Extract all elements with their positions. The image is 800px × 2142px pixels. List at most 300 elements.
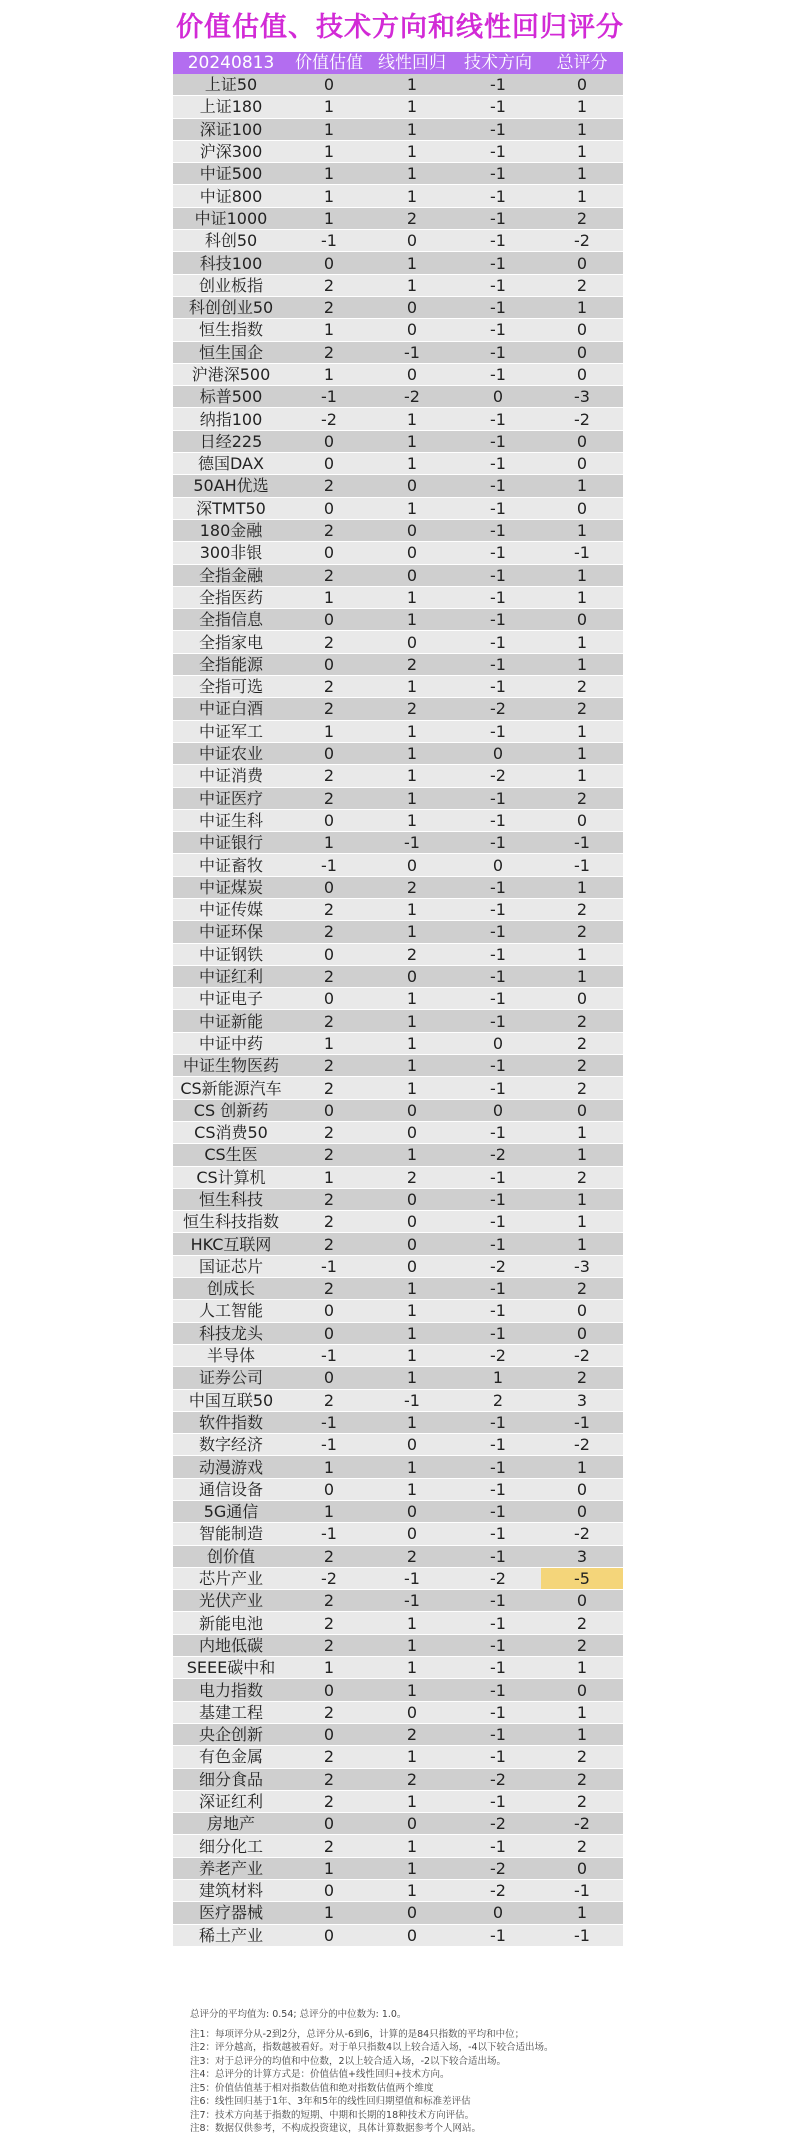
cell-total-score: 1 [541,185,623,207]
note-line: 注3：对于总评分的均值和中位数，2以上较合适入场，-2以下较合适出场。 [190,2055,507,2067]
cell-index-name: 深TMT50 [173,497,289,519]
cell-linear-regression: 2 [369,1768,455,1790]
cell-linear-regression: 1 [369,765,455,787]
note-line: 注1：每项评分从-2到2分，总评分从-6到6，计算的是84只指数的平均和中位； [190,2028,525,2040]
cell-technical-direction: 1 [455,1367,541,1389]
table-row [173,1144,623,1166]
cell-total-score: 0 [541,252,623,274]
table-row [173,453,623,475]
cell-index-name: 50AH优选 [173,475,289,497]
table-row [173,230,623,252]
cell-index-name: 医疗器械 [173,1902,289,1924]
cell-index-name: 中证环保 [173,921,289,943]
cell-index-name: 沪港深500 [173,363,289,385]
cell-linear-regression: 0 [369,296,455,318]
cell-value-valuation: 2 [289,1790,369,1812]
cell-total-score: 2 [541,1790,623,1812]
cell-index-name: 中证银行 [173,832,289,854]
cell-technical-direction: -1 [455,988,541,1010]
cell-linear-regression: 0 [369,1255,455,1277]
cell-total-score: 0 [541,809,623,831]
cell-technical-direction: -2 [455,765,541,787]
cell-linear-regression: 0 [369,1099,455,1121]
cell-total-score: 1 [541,876,623,898]
cell-technical-direction: -1 [455,163,541,185]
cell-technical-direction: -1 [455,1188,541,1210]
cell-linear-regression: 0 [369,1188,455,1210]
cell-total-score: 0 [541,453,623,475]
cell-value-valuation: 2 [289,519,369,541]
cell-technical-direction: -1 [455,1010,541,1032]
cell-linear-regression: -2 [369,386,455,408]
cell-linear-regression: -1 [369,1389,455,1411]
cell-technical-direction: -1 [455,1790,541,1812]
cell-index-name: 日经225 [173,430,289,452]
cell-linear-regression: 0 [369,1924,455,1946]
cell-total-score: 2 [541,1634,623,1656]
cell-index-name: 180金融 [173,519,289,541]
cell-technical-direction: -1 [455,363,541,385]
header-total-score: 总评分 [541,52,623,74]
cell-total-score: 2 [541,1612,623,1634]
cell-technical-direction: -1 [455,230,541,252]
table-row [173,631,623,653]
cell-technical-direction: -2 [455,1813,541,1835]
cell-technical-direction: -1 [455,408,541,430]
table-row [173,1880,623,1902]
cell-linear-regression: 1 [369,118,455,140]
cell-linear-regression: 0 [369,965,455,987]
cell-index-name: 内地低碳 [173,1634,289,1656]
header-date: 20240813 [173,52,289,74]
cell-linear-regression: 0 [369,854,455,876]
cell-index-name: 全指家电 [173,631,289,653]
cell-linear-regression: 0 [369,1121,455,1143]
cell-index-name: 科技100 [173,252,289,274]
cell-index-name: 德国DAX [173,453,289,475]
score-table-container [173,52,623,1947]
table-row [173,1099,623,1121]
table-row [173,1679,623,1701]
cell-value-valuation: 2 [289,1278,369,1300]
cell-total-score: 1 [541,1456,623,1478]
table-header [173,52,623,74]
cell-linear-regression: -1 [369,1567,455,1589]
cell-technical-direction: -1 [455,1300,541,1322]
cell-total-score: 2 [541,207,623,229]
cell-linear-regression: 0 [369,1501,455,1523]
table-row [173,408,623,430]
cell-linear-regression: 1 [369,163,455,185]
cell-value-valuation: 2 [289,274,369,296]
cell-total-score: 2 [541,1055,623,1077]
table-row [173,854,623,876]
cell-linear-regression: 0 [369,631,455,653]
cell-index-name: 创成长 [173,1278,289,1300]
cell-index-name: 人工智能 [173,1300,289,1322]
cell-total-score: -2 [541,408,623,430]
cell-technical-direction: -1 [455,1924,541,1946]
cell-total-score: 0 [541,988,623,1010]
cell-total-score: 0 [541,341,623,363]
cell-linear-regression: 1 [369,1278,455,1300]
cell-technical-direction: 0 [455,742,541,764]
cell-total-score: 1 [541,1657,623,1679]
cell-value-valuation: 0 [289,1367,369,1389]
cell-technical-direction: -2 [455,1144,541,1166]
cell-technical-direction: -1 [455,676,541,698]
table-row [173,1278,623,1300]
footnotes [190,2008,780,2136]
cell-total-score: 0 [541,1478,623,1500]
cell-index-name: 全指金融 [173,564,289,586]
cell-index-name: 细分食品 [173,1768,289,1790]
header-value-valuation: 价值估值 [289,52,369,74]
table-row [173,564,623,586]
table-row [173,609,623,631]
cell-linear-regression: 1 [369,609,455,631]
cell-linear-regression: 0 [369,1902,455,1924]
cell-value-valuation: 1 [289,207,369,229]
cell-index-name: 中证生科 [173,809,289,831]
cell-total-score: 2 [541,1032,623,1054]
cell-linear-regression: 1 [369,1055,455,1077]
cell-linear-regression: 2 [369,1166,455,1188]
cell-linear-regression: 1 [369,1344,455,1366]
cell-technical-direction: -1 [455,185,541,207]
cell-linear-regression: 1 [369,1032,455,1054]
note-line: 注8：数据仅供参考，不构成投资建议，具体计算数据参考个人网站。 [190,2123,482,2134]
cell-linear-regression: 1 [369,1634,455,1656]
cell-total-score: 2 [541,1367,623,1389]
cell-index-name: 深证红利 [173,1790,289,1812]
cell-index-name: 智能制造 [173,1523,289,1545]
cell-value-valuation: 0 [289,943,369,965]
cell-value-valuation: 0 [289,252,369,274]
cell-value-valuation: 1 [289,319,369,341]
cell-value-valuation: 0 [289,1322,369,1344]
table-row [173,1300,623,1322]
cell-total-score: 1 [541,519,623,541]
cell-linear-regression: 0 [369,1523,455,1545]
cell-technical-direction: -1 [455,453,541,475]
cell-value-valuation: 1 [289,140,369,162]
cell-technical-direction: 0 [455,386,541,408]
cell-total-score: -1 [541,1880,623,1902]
cell-total-score: -2 [541,1813,623,1835]
cell-total-score: 0 [541,609,623,631]
cell-linear-regression: 1 [369,1367,455,1389]
cell-value-valuation: 2 [289,1701,369,1723]
cell-value-valuation: 2 [289,921,369,943]
cell-technical-direction: -1 [455,653,541,675]
cell-total-score: 2 [541,274,623,296]
table-row [173,1768,623,1790]
cell-index-name: CS消费50 [173,1121,289,1143]
table-row [173,921,623,943]
table-row [173,965,623,987]
cell-technical-direction: -1 [455,542,541,564]
cell-value-valuation: -2 [289,408,369,430]
cell-total-score: 2 [541,676,623,698]
cell-total-score: 1 [541,296,623,318]
table-row [173,430,623,452]
cell-linear-regression: 2 [369,943,455,965]
cell-value-valuation: 1 [289,586,369,608]
table-row [173,96,623,118]
table-row [173,274,623,296]
cell-value-valuation: 0 [289,497,369,519]
note-line: 注4：总评分的计算方式是：价值估值+线性回归+技术方向。 [190,2069,450,2080]
cell-index-name: 中证农业 [173,742,289,764]
cell-value-valuation: 2 [289,1545,369,1567]
cell-index-name: 标普500 [173,386,289,408]
cell-total-score: 1 [541,1233,623,1255]
cell-index-name: 中证500 [173,163,289,185]
cell-total-score: 1 [541,1144,623,1166]
table-row [173,1411,623,1433]
cell-index-name: 基建工程 [173,1701,289,1723]
cell-value-valuation: -1 [289,1344,369,1366]
cell-value-valuation: 2 [289,1211,369,1233]
cell-total-score: 0 [541,1099,623,1121]
cell-index-name: CS计算机 [173,1166,289,1188]
cell-technical-direction: -1 [455,319,541,341]
cell-index-name: 中证白酒 [173,698,289,720]
table-row [173,1501,623,1523]
cell-technical-direction: -1 [455,1322,541,1344]
table-row [173,1701,623,1723]
cell-index-name: 中证消费 [173,765,289,787]
cell-linear-regression: 1 [369,898,455,920]
cell-linear-regression: 1 [369,676,455,698]
cell-linear-regression: 1 [369,988,455,1010]
cell-total-score: -2 [541,1434,623,1456]
cell-index-name: 通信设备 [173,1478,289,1500]
table-row [173,386,623,408]
cell-index-name: 光伏产业 [173,1590,289,1612]
cell-value-valuation: 2 [289,1746,369,1768]
cell-index-name: HKC互联网 [173,1233,289,1255]
cell-technical-direction: -1 [455,1590,541,1612]
cell-index-name: 有色金属 [173,1746,289,1768]
cell-technical-direction: -1 [455,898,541,920]
cell-total-score: -1 [541,832,623,854]
cell-total-score: 1 [541,586,623,608]
cell-technical-direction: -2 [455,1857,541,1879]
cell-technical-direction: 0 [455,1099,541,1121]
cell-index-name: CS生医 [173,1144,289,1166]
cell-linear-regression: 1 [369,1411,455,1433]
note-line: 注7：技术方向基于指数的短期、中期和长期的18种技术方向评估。 [190,2109,475,2121]
cell-index-name: 上证50 [173,74,289,96]
cell-value-valuation: 2 [289,1055,369,1077]
table-row [173,1835,623,1857]
cell-index-name: 恒生国企 [173,341,289,363]
cell-value-valuation: 2 [289,631,369,653]
header-technical-direction: 技术方向 [455,52,541,74]
cell-technical-direction: -2 [455,1255,541,1277]
cell-technical-direction: -2 [455,1880,541,1902]
cell-technical-direction: -1 [455,118,541,140]
table-row [173,988,623,1010]
cell-value-valuation: -1 [289,1523,369,1545]
cell-technical-direction: -1 [455,1657,541,1679]
cell-value-valuation: 1 [289,363,369,385]
cell-technical-direction: -1 [455,497,541,519]
cell-index-name: 全指信息 [173,609,289,631]
table-row [173,742,623,764]
cell-index-name: 新能电池 [173,1612,289,1634]
cell-technical-direction: -1 [455,74,541,96]
cell-technical-direction: -1 [455,1077,541,1099]
table-row [173,74,623,96]
cell-value-valuation: 0 [289,988,369,1010]
cell-total-score: -3 [541,1255,623,1277]
cell-linear-regression: 0 [369,542,455,564]
cell-linear-regression: 1 [369,1679,455,1701]
cell-linear-regression: 0 [369,319,455,341]
cell-total-score: 1 [541,163,623,185]
cell-index-name: 建筑材料 [173,1880,289,1902]
cell-total-score: -1 [541,854,623,876]
cell-total-score: -2 [541,230,623,252]
cell-linear-regression: 1 [369,1835,455,1857]
cell-index-name: 中证军工 [173,720,289,742]
notes-lines [190,2028,780,2136]
cell-total-score: 2 [541,921,623,943]
cell-total-score: 0 [541,1501,623,1523]
cell-total-score: 1 [541,943,623,965]
cell-index-name: 芯片产业 [173,1567,289,1589]
cell-value-valuation: 1 [289,1456,369,1478]
cell-value-valuation: 0 [289,876,369,898]
cell-linear-regression: 2 [369,1545,455,1567]
cell-index-name: 中证中药 [173,1032,289,1054]
cell-total-score: 1 [541,140,623,162]
cell-linear-regression: 0 [369,1434,455,1456]
table-row [173,832,623,854]
cell-value-valuation: -1 [289,386,369,408]
table-row [173,1077,623,1099]
cell-index-name: 纳指100 [173,408,289,430]
table-row [173,140,623,162]
cell-total-score: 1 [541,1121,623,1143]
table-row [173,341,623,363]
table-row [173,586,623,608]
table-row [173,296,623,318]
cell-linear-regression: 1 [369,742,455,764]
cell-index-name: 恒生指数 [173,319,289,341]
cell-linear-regression: 2 [369,698,455,720]
cell-index-name: 中证畜牧 [173,854,289,876]
cell-total-score: 2 [541,898,623,920]
cell-linear-regression: 1 [369,1880,455,1902]
cell-index-name: 恒生科技 [173,1188,289,1210]
cell-index-name: 中证800 [173,185,289,207]
cell-technical-direction: -2 [455,698,541,720]
cell-technical-direction: -1 [455,586,541,608]
cell-total-score: 1 [541,475,623,497]
table-row [173,1657,623,1679]
cell-index-name: 中证生物医药 [173,1055,289,1077]
cell-value-valuation: 2 [289,1010,369,1032]
cell-technical-direction: -1 [455,1055,541,1077]
cell-index-name: 中证电子 [173,988,289,1010]
table-row [173,1456,623,1478]
cell-index-name: 上证180 [173,96,289,118]
cell-value-valuation: 1 [289,1902,369,1924]
table-row [173,1121,623,1143]
table-row [173,1746,623,1768]
cell-technical-direction: -1 [455,832,541,854]
cell-total-score: 2 [541,1768,623,1790]
cell-value-valuation: 2 [289,698,369,720]
cell-total-score: 2 [541,1278,623,1300]
cell-technical-direction: -1 [455,1456,541,1478]
cell-total-score: 0 [541,1590,623,1612]
cell-technical-direction: -1 [455,296,541,318]
cell-value-valuation: 2 [289,1590,369,1612]
cell-linear-regression: 0 [369,1701,455,1723]
cell-technical-direction: -1 [455,1233,541,1255]
cell-value-valuation: 0 [289,1099,369,1121]
cell-total-score: -1 [541,1924,623,1946]
cell-total-score: 0 [541,1322,623,1344]
cell-technical-direction: -1 [455,519,541,541]
cell-value-valuation: -1 [289,1434,369,1456]
cell-index-name: 中证钢铁 [173,943,289,965]
cell-technical-direction: 0 [455,854,541,876]
cell-total-score: 1 [541,118,623,140]
cell-value-valuation: 1 [289,1501,369,1523]
table-row [173,1902,623,1924]
cell-index-name: 证券公司 [173,1367,289,1389]
cell-technical-direction: -1 [455,921,541,943]
table-row [173,1857,623,1879]
notes-summary: 总评分的平均值为: 0.54; 总评分的中位数为: 1.0。 [190,2009,407,2020]
table-row [173,943,623,965]
cell-value-valuation: 0 [289,74,369,96]
cell-total-score: 0 [541,74,623,96]
cell-linear-regression: 0 [369,363,455,385]
cell-technical-direction: -1 [455,943,541,965]
cell-total-score: -1 [541,542,623,564]
cell-total-score: 1 [541,564,623,586]
cell-technical-direction: -1 [455,809,541,831]
table-row [173,207,623,229]
cell-technical-direction: -1 [455,564,541,586]
table-row [173,653,623,675]
cell-value-valuation: 0 [289,1880,369,1902]
table-row [173,1055,623,1077]
cell-total-score: 0 [541,1679,623,1701]
cell-value-valuation: 1 [289,720,369,742]
cell-index-name: 300非银 [173,542,289,564]
cell-total-score: 1 [541,720,623,742]
cell-technical-direction: -1 [455,1411,541,1433]
cell-value-valuation: 2 [289,1233,369,1255]
cell-total-score: -2 [541,1523,623,1545]
cell-index-name: 科创50 [173,230,289,252]
cell-value-valuation: 0 [289,453,369,475]
cell-value-valuation: 0 [289,1813,369,1835]
cell-value-valuation: 1 [289,832,369,854]
note-line: 注5：价值估值基于相对指数估值和绝对指数估值两个维度 [190,2082,434,2094]
cell-linear-regression: 1 [369,430,455,452]
cell-total-score: 1 [541,1723,623,1745]
cell-value-valuation: 0 [289,430,369,452]
